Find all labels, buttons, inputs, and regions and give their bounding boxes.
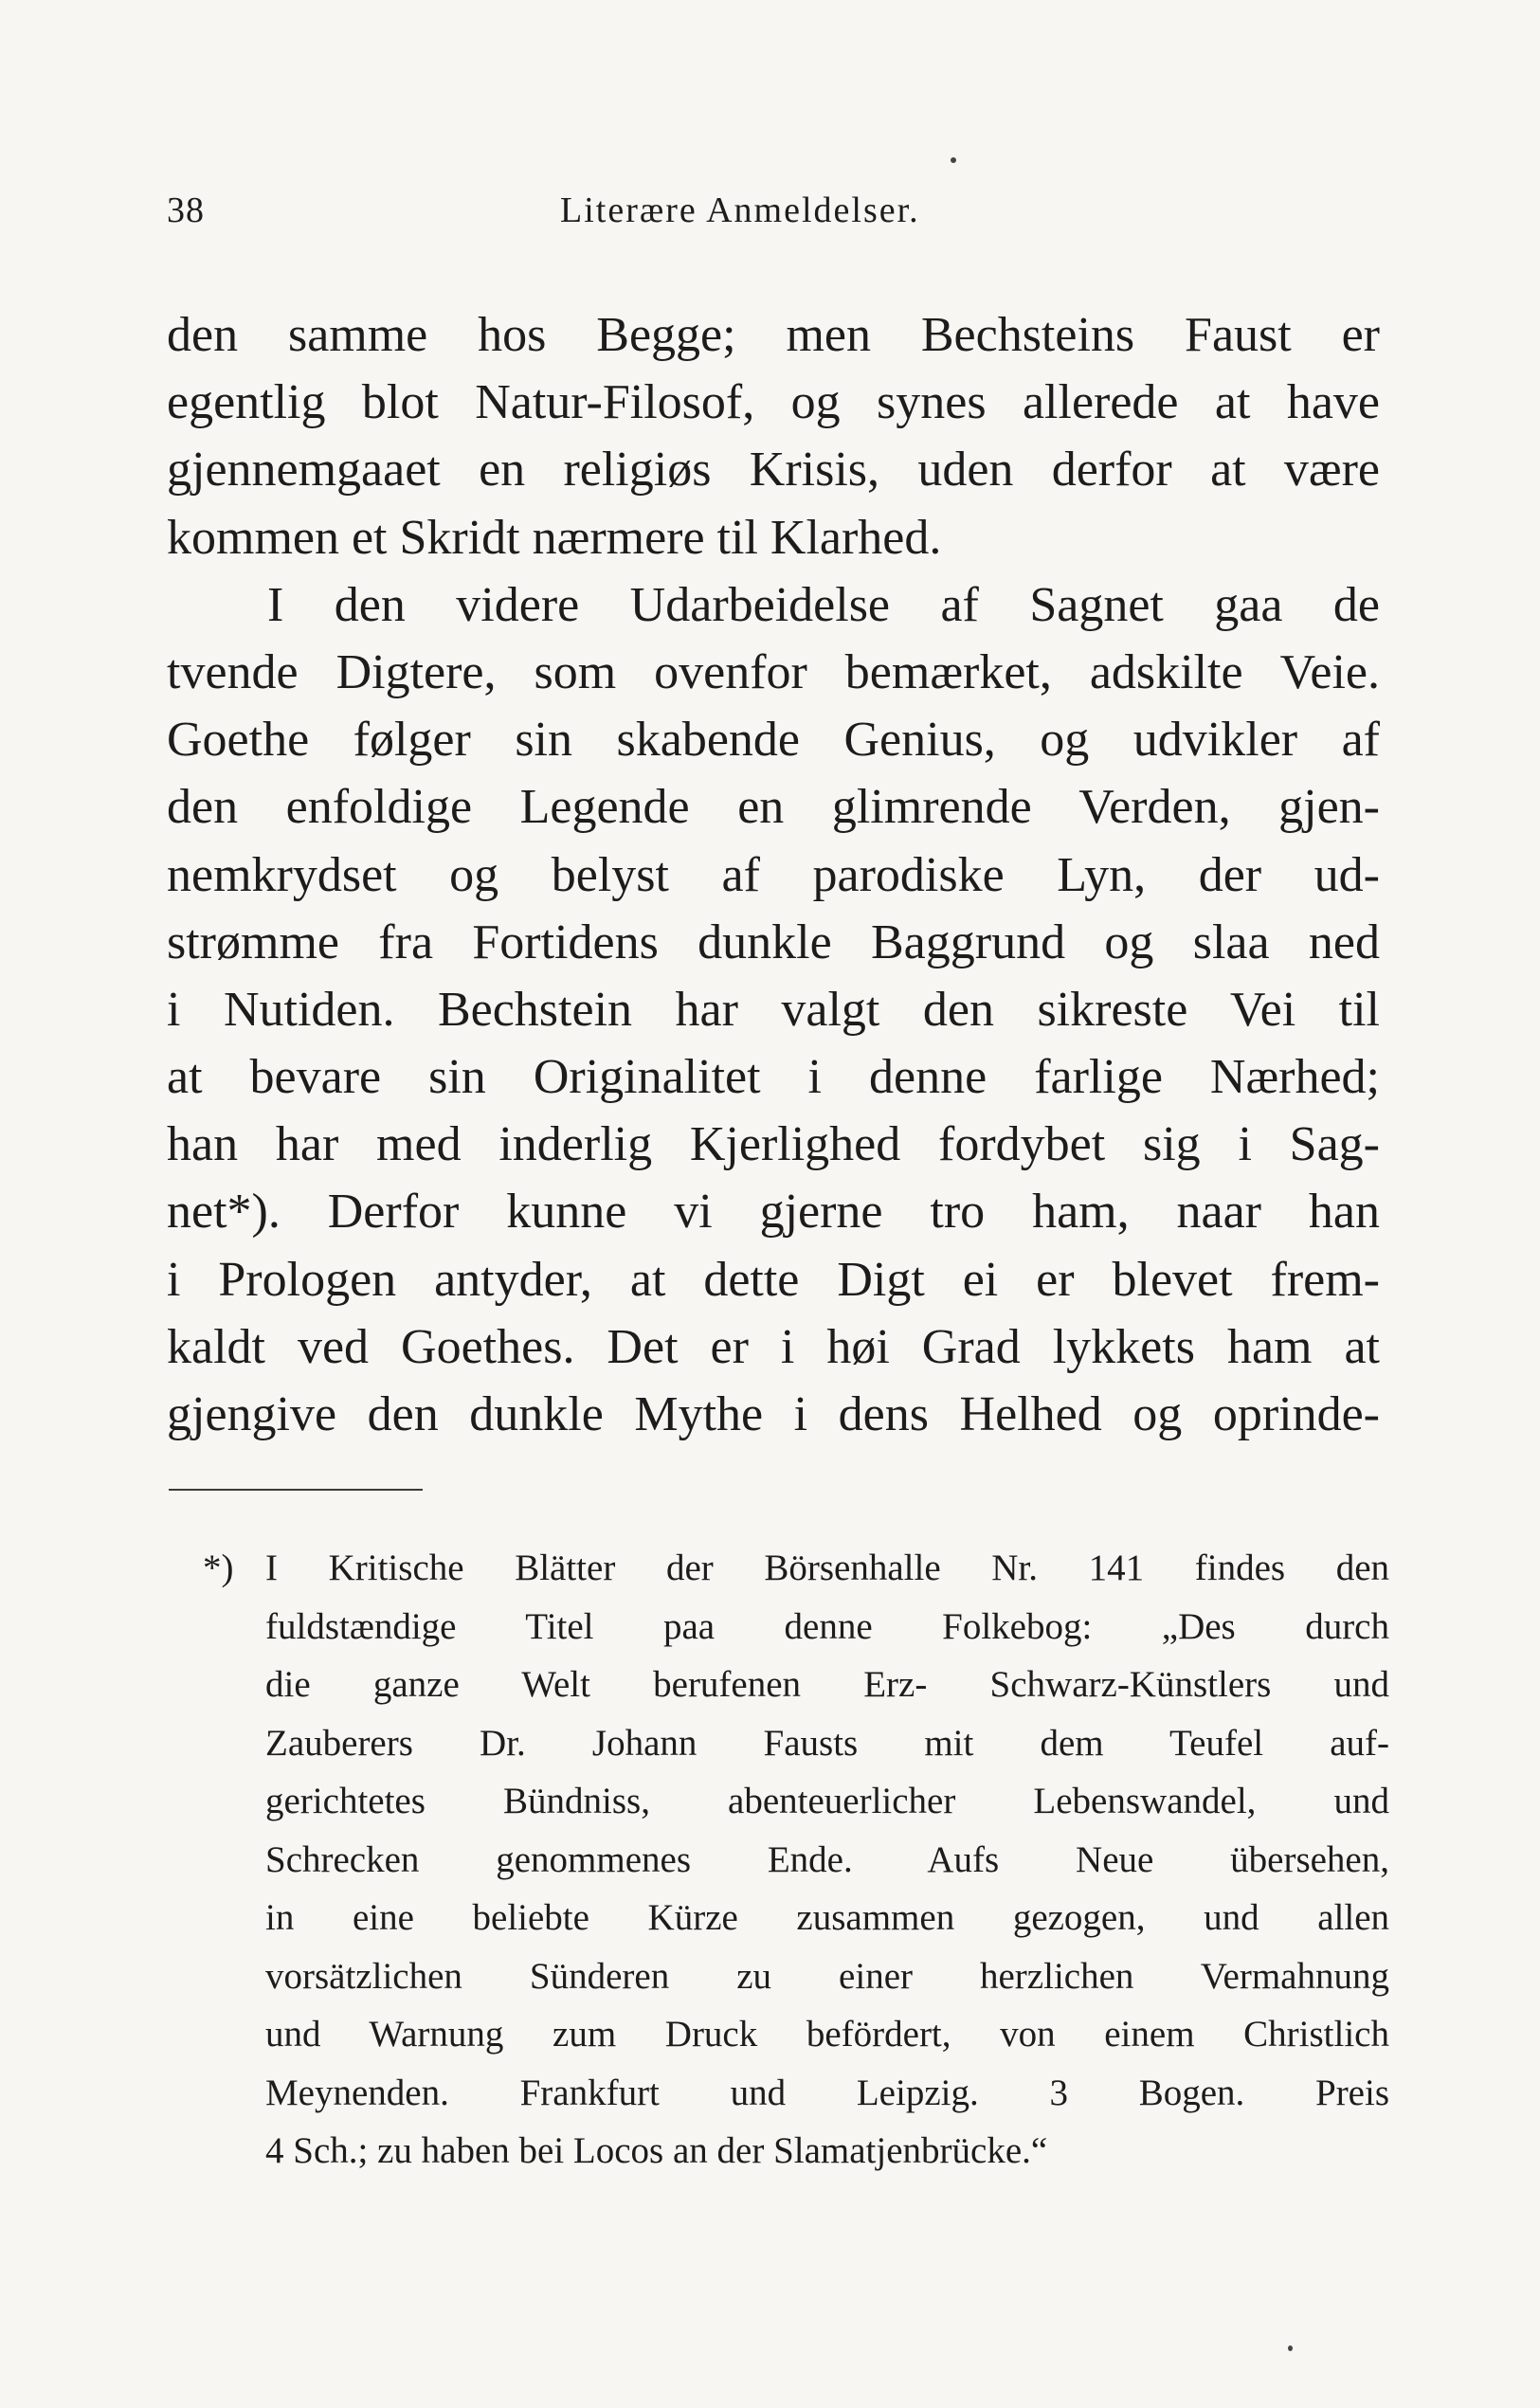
text-line: strømme fra Fortidens dunkle Baggrund og slaa ned bbox=[167, 914, 1380, 969]
footnote-line-text: I Kritische Blätter der Börsenhalle Nr. 141 findes den bbox=[265, 1548, 1389, 1588]
footnote-line: Meynenden. Frankfurt und Leipzig. 3 Bogen. Preis bbox=[265, 2072, 1389, 2113]
footnote-separator bbox=[169, 1489, 423, 1491]
running-title: Literære Anmeldelser. bbox=[560, 190, 920, 230]
main-text bbox=[167, 301, 1380, 1448]
text-line: at bevare sin Originalitet i denne farlige Nærhed; bbox=[167, 1050, 1380, 1105]
text-line: I den videre Udarbeidelse af Sagnet gaa de bbox=[267, 577, 1380, 632]
footnote-line: fuldstændige Titel paa denne Folkebog: „Des durch bbox=[265, 1605, 1389, 1647]
text-line: kommen et Skridt nærmere til Klarhed. bbox=[167, 510, 942, 565]
page-header bbox=[167, 190, 1380, 246]
text-line: egentlig blot Natur-Filosof, og synes allerede at have bbox=[167, 375, 1380, 430]
paper-speck bbox=[1288, 2345, 1293, 2351]
text-line: i Prologen antyder, at dette Digt ei er blevet frem- bbox=[167, 1252, 1380, 1307]
footnote-line: und Warnung zum Druck befördert, von einem Christlich bbox=[265, 2014, 1389, 2055]
text-line: nemkrydset og belyst af parodiske Lyn, der ud- bbox=[167, 847, 1380, 902]
page-number: 38 bbox=[167, 190, 205, 230]
text-line: tvende Digtere, som ovenfor bemærket, adskilte Veie. bbox=[167, 644, 1380, 699]
footnote-line bbox=[167, 1539, 1389, 1598]
text-line: han har med inderlig Kjerlighed fordybet sig i Sag- bbox=[167, 1117, 1380, 1172]
footnote-marker: *) bbox=[203, 1548, 234, 1588]
footnote-line: die ganze Welt berufenen Erz- Schwarz-Künstlers und bbox=[265, 1664, 1389, 1705]
footnote-line: vorsätzlichen Sünderen zu einer herzlichen Vermahnung bbox=[265, 1955, 1389, 1997]
footnote-line: Zauberers Dr. Johann Fausts mit dem Teufel auf- bbox=[265, 1722, 1389, 1764]
text-line: Goethe følger sin skabende Genius, og udvikler af bbox=[167, 713, 1380, 768]
footnote-line: gerichtetes Bündniss, abenteuerlicher Lebenswandel, und bbox=[265, 1781, 1389, 1821]
text-line: kaldt ved Goethes. Det er i høi Grad lykkets ham at bbox=[167, 1319, 1380, 1374]
text-line: i Nutiden. Bechstein har valgt den sikreste Vei til bbox=[167, 982, 1380, 1037]
text-line: den enfoldige Legende en glimrende Verden, gjen- bbox=[167, 780, 1380, 835]
text-line: net*). Derfor kunne vi gjerne tro ham, naar han bbox=[167, 1185, 1380, 1240]
footnote-line: in eine beliebte Kürze zusammen gezogen, und allen bbox=[265, 1897, 1389, 1938]
text-line: gjengive den dunkle Mythe i dens Helhed og oprinde- bbox=[167, 1387, 1380, 1441]
footnote bbox=[167, 1539, 1389, 2181]
text-line: gjennemgaaet en religiøs Krisis, uden derfor at være bbox=[167, 443, 1380, 498]
footnote-line: Schrecken genommenes Ende. Aufs Neue übersehen, bbox=[265, 1838, 1389, 1880]
text-line: den samme hos Begge; men Bechsteins Faust er bbox=[167, 308, 1380, 362]
paper-speck bbox=[951, 157, 956, 163]
footnote-line: 4 Sch.; zu haben bei Locos an der Slamatjenbrücke.“ bbox=[265, 2130, 1048, 2171]
